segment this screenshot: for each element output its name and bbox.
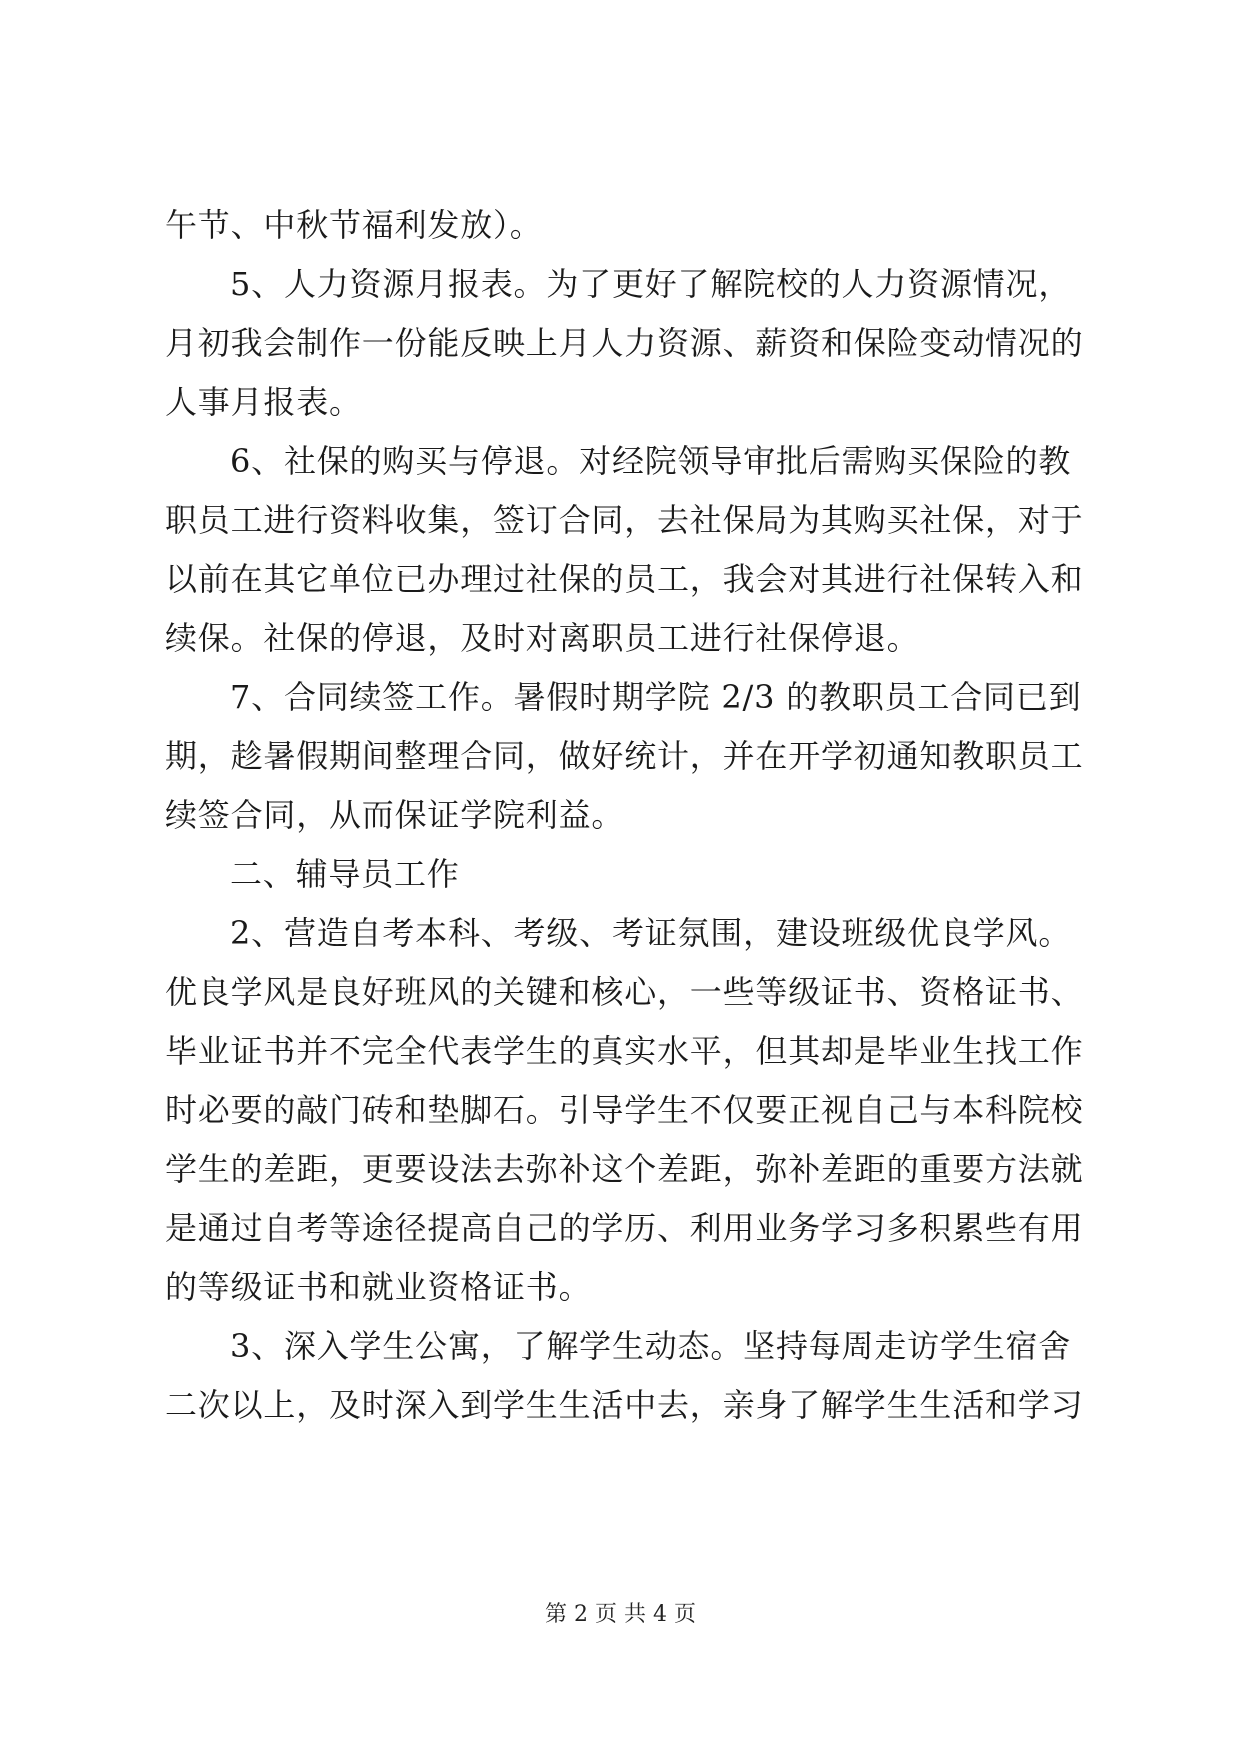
text-line: 的等级证书和就业资格证书。	[165, 1268, 592, 1306]
page-number-footer: 第 2 页 共 4 页	[545, 1602, 696, 1627]
text-line: 午节、中秋节福利发放）。	[165, 206, 543, 244]
text-line: 以前在其它单位已办理过社保的员工，我会对其进行社保转入和	[165, 560, 1084, 598]
text-line: 人事月报表。	[165, 383, 362, 421]
text-line: 职员工进行资料收集，签订合同，去社保局为其购买社保，对于	[165, 501, 1084, 539]
text-line: 7、合同续签工作。暑假时期学院 2/3 的教职员工合同已到	[230, 678, 1082, 716]
text-line: 续保。社保的停退，及时对离职员工进行社保停退。	[165, 619, 920, 657]
text-line: 2、营造自考本科、考级、考证氛围，建设班级优良学风。	[230, 914, 1072, 952]
text-line: 学生的差距，更要设法去弥补这个差距，弥补差距的重要方法就	[165, 1150, 1084, 1188]
text-line: 3、深入学生公寓，了解学生动态。坚持每周走访学生宿舍	[230, 1327, 1072, 1365]
text-line: 是通过自考等途径提高自己的学历、利用业务学习多积累些有用	[165, 1209, 1084, 1247]
text-line: 二次以上，及时深入到学生生活中去，亲身了解学生生活和学习	[165, 1386, 1084, 1424]
text-line: 毕业证书并不完全代表学生的真实水平，但其却是毕业生找工作	[165, 1032, 1084, 1070]
text-line: 6、社保的购买与停退。对经院领导审批后需购买保险的教	[230, 442, 1072, 480]
section-heading: 二、辅导员工作	[230, 855, 460, 893]
text-line: 优良学风是良好班风的关键和核心，一些等级证书、资格证书、	[165, 973, 1084, 1011]
text-line: 续签合同，从而保证学院利益。	[165, 796, 625, 834]
text-line: 5、人力资源月报表。为了更好了解院校的人力资源情况，	[230, 265, 1072, 303]
text-line: 期，趁暑假期间整理合同，做好统计，并在开学初通知教职员工	[165, 737, 1084, 775]
text-line: 时必要的敲门砖和垫脚石。引导学生不仅要正视自己与本科院校	[165, 1091, 1084, 1129]
text-line: 月初我会制作一份能反映上月人力资源、薪资和保险变动情况的	[165, 324, 1084, 362]
